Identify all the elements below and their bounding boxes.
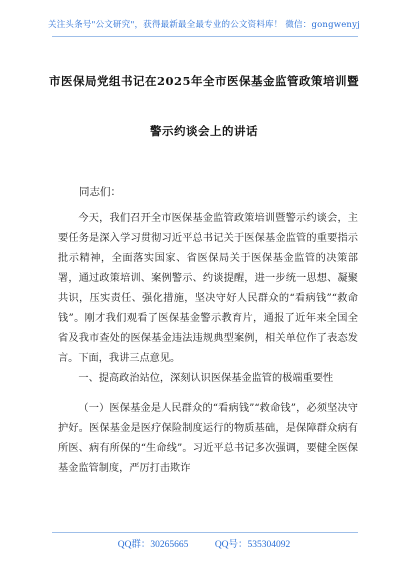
header-divider <box>52 36 358 37</box>
document-body <box>58 209 358 479</box>
document-title-line-2: 警示约谈会上的讲话 <box>150 124 258 138</box>
salutation: 同志们： <box>79 186 121 198</box>
footer-divider <box>52 532 358 533</box>
section-heading-1: 一、提高政治站位，深刻认识医保基金监管的极端重要性 <box>78 373 334 384</box>
document-title-line-1: 市医保局党组书记在2025年全市医保基金监管政策培训暨 <box>48 74 359 88</box>
body-paragraph-1: 今天，我们召开全市医保基金监管政策培训暨警示约谈会，主要任务是深入学习贯彻习近平总书记关于医保基金监管的重要指示批示精神，全面落实国家、省医保局关于医保基金监管的决策部署，通过政策培训、案例警示、约谈提醒，进一步统一思想、凝聚共识，压实责任、强化措施，坚决守好人民群众的“看病钱”“救命钱”。刚才我们观看了医保基金警示教育片，通报了近年来全国全省及我市查处的医保基金违法违规典型案例，相关单位作了表态发言。下面，我讲三点意见。 <box>58 213 358 364</box>
footer-qq-group: QQ群：30265665 <box>117 540 189 550</box>
header-banner: 关注头条号"公文研究"，获得最新最全最专业的公文资料库！ 微信：gongwenyj <box>48 20 360 30</box>
subsection-paragraph-1: （一）医保基金是人民群众的“看病钱”“救命钱”，必须坚决守护好。医保基金是医疗保险制度运行的物质基础，是保障群众病有所医、病有所保的“生命线”。习近平总书记多次强调，要健全医保基金监管制度，严厉打击欺诈 <box>58 403 358 474</box>
footer-qq-number: QQ号：535304092 <box>214 540 291 550</box>
footer <box>0 536 408 550</box>
